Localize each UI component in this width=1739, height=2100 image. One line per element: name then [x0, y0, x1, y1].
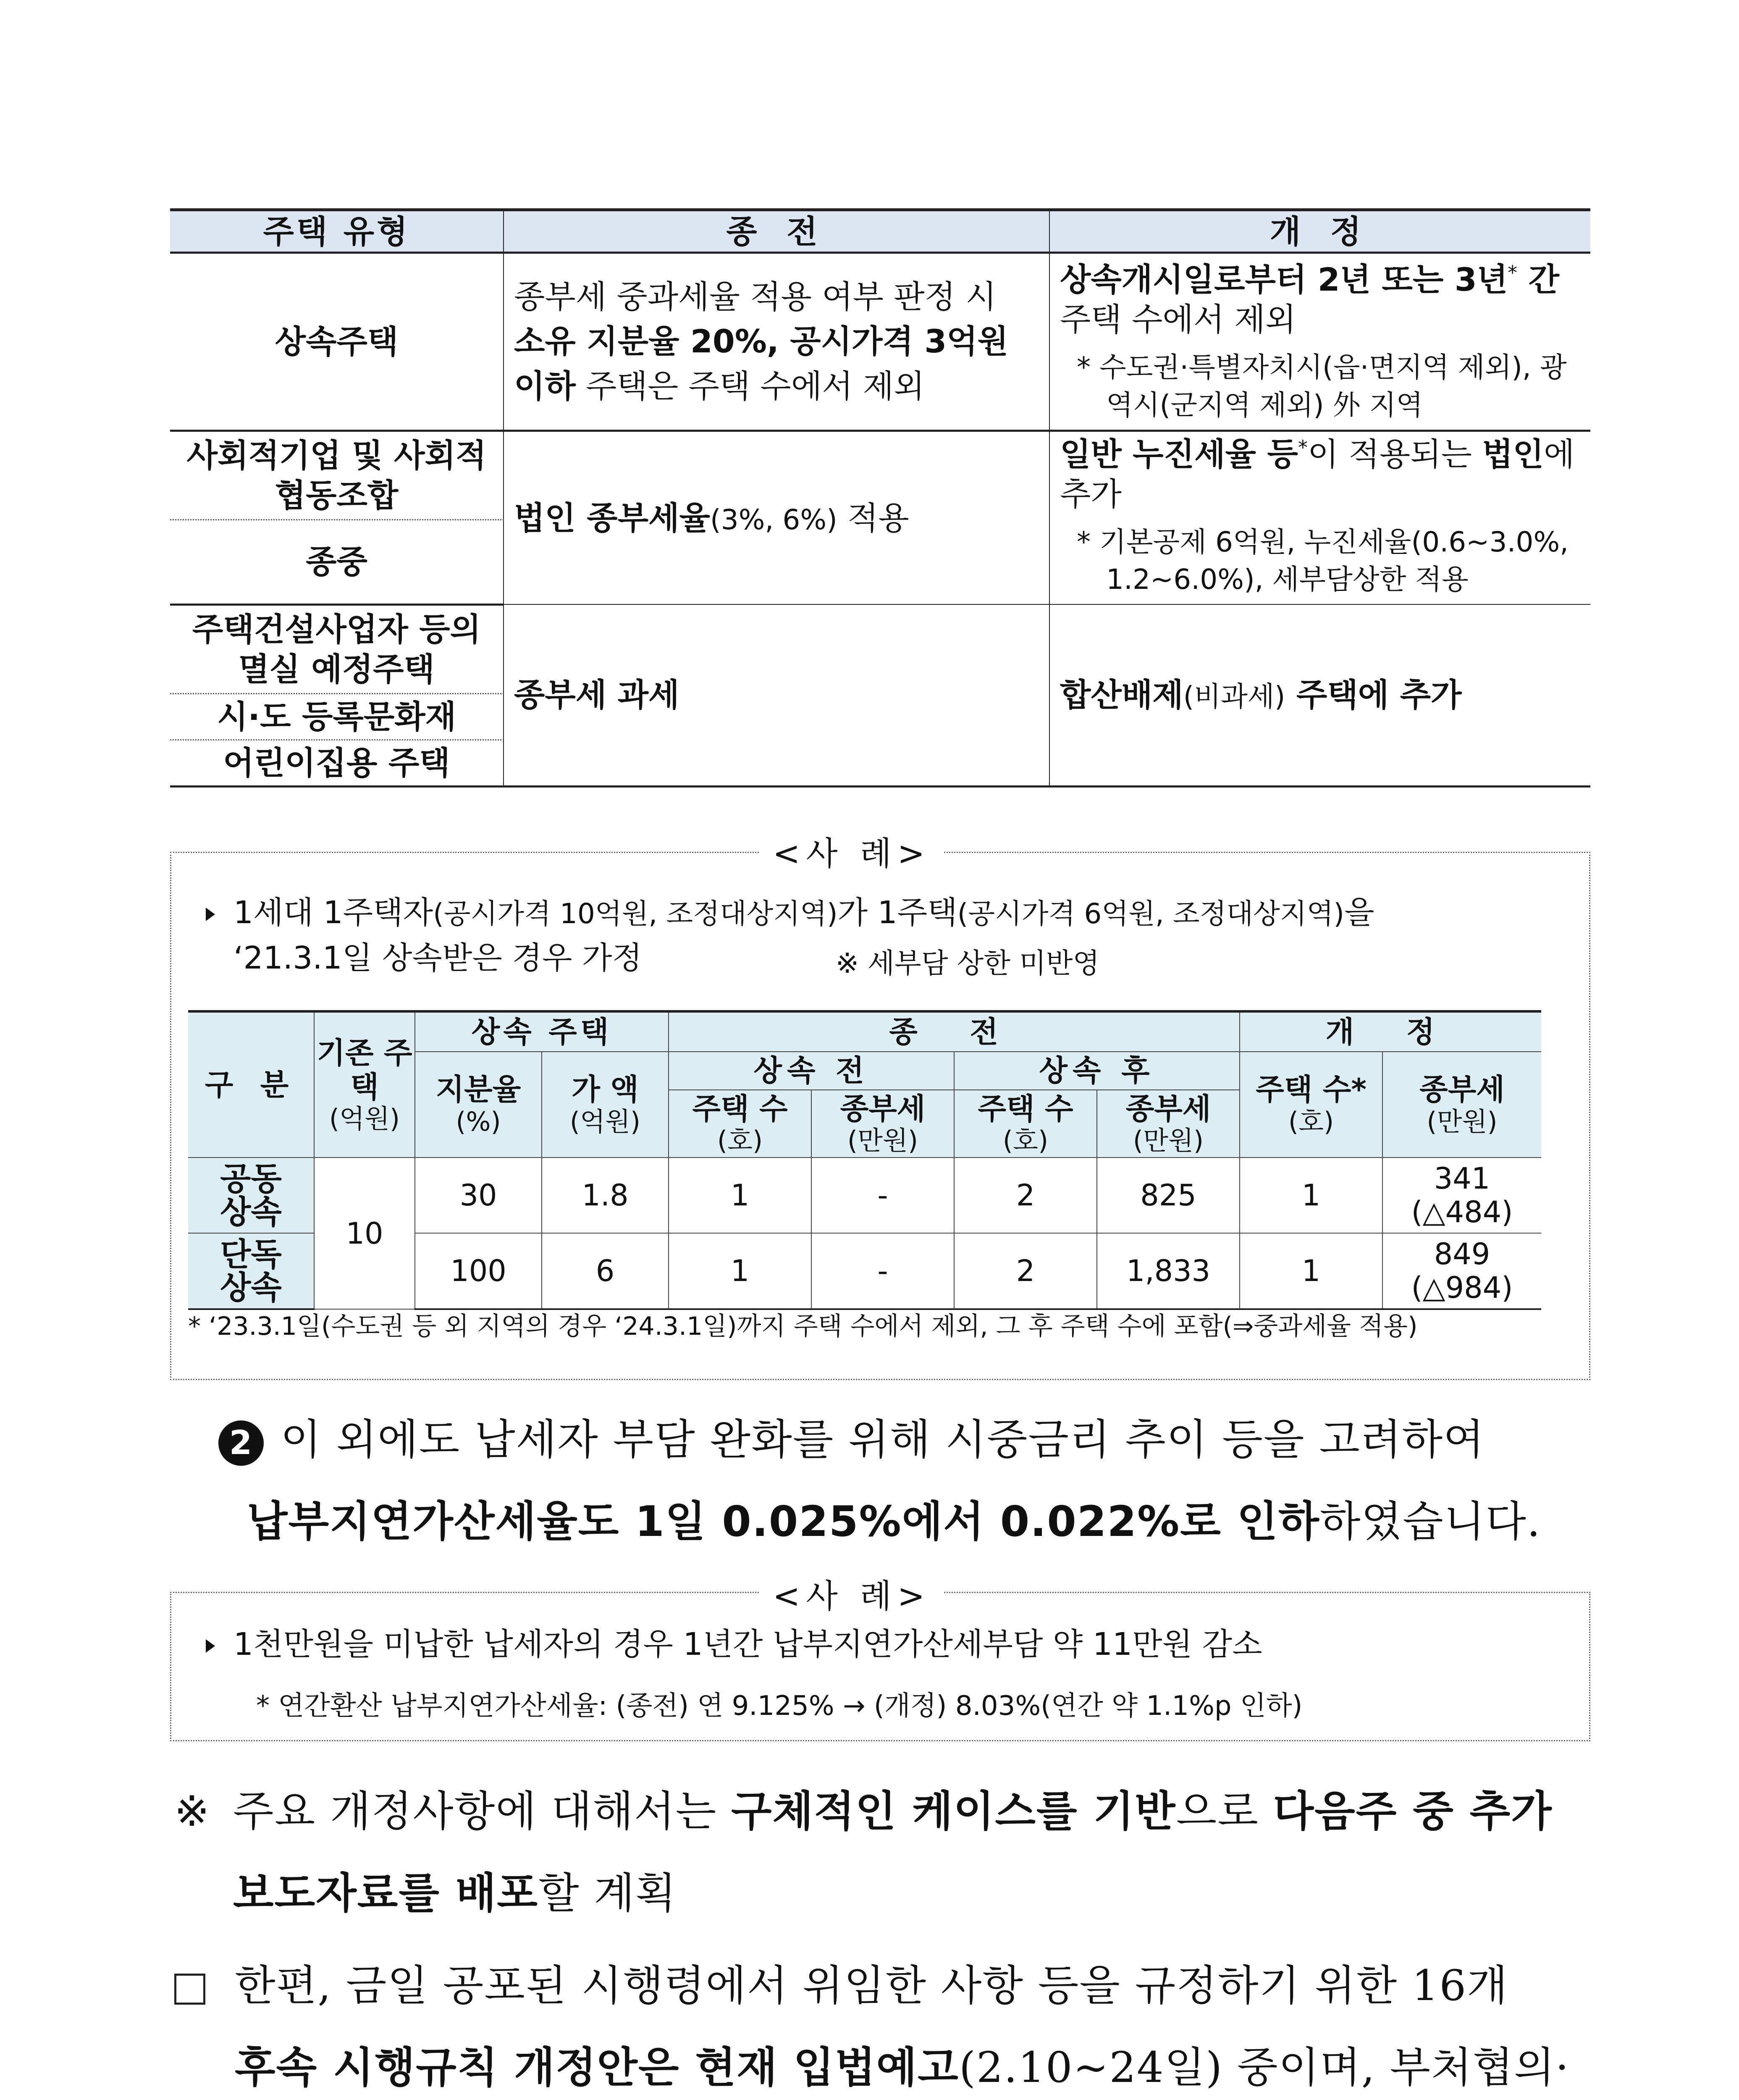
- col-post-houses: 주택 수 (호): [954, 1090, 1097, 1158]
- header-after: 개 정: [1049, 210, 1590, 253]
- note-corporate: * 기본공제 6억원, 누진세율(0.6~3.0%, 1.2~6.0%), 세부담상한 적용: [1077, 526, 1569, 596]
- cell-new-tax: 849 (△984): [1382, 1233, 1541, 1309]
- cell-after-corporate: 일반 누진세율 등*이 적용되는 법인에 추가 * 기본공제 6억원, 누진세율(0.6~3.0%, 1.2~6.0%), 세부담상한 적용: [1049, 431, 1590, 605]
- cell-before-corporate: 법인 종부세율(3%, 6%) 적용: [504, 431, 1049, 605]
- cell-before-inherited: 종부세 중과세율 적용 여부 판정 시 소유 지분율 20%, 공시가격 3억원 이하 주택은 주택 수에서 제외: [504, 253, 1049, 431]
- row-type-social: 사회적기업 및 사회적협동조합: [170, 431, 504, 520]
- cell-post-tax: 1,833: [1097, 1233, 1240, 1309]
- col-inherit: 상속 주택: [415, 1011, 669, 1052]
- row-label-joint: 공동 상속: [188, 1158, 314, 1233]
- paragraph-enforcement-rules: [174, 1945, 1598, 2100]
- checkbox-square-icon: [174, 1974, 205, 2005]
- col-new-houses: 주택 수* (호): [1240, 1052, 1382, 1158]
- cell-share: 100: [415, 1233, 542, 1309]
- cell-after-excluded: 합산배제(비과세) 주택에 추가: [1049, 604, 1590, 786]
- example2-note: * 연간환산 납부지연가산세율: (종전) 연 9.125% → (개정) 8.03%(연간 약 1.1%p 인하): [256, 1690, 1303, 1722]
- col-pre-houses: 주택 수 (호): [669, 1090, 811, 1158]
- col-post-tax: 종부세 (만원): [1097, 1090, 1240, 1158]
- col-before-post: 상속 후: [954, 1052, 1240, 1090]
- note-inherited: * 수도권·특별자치시(읍·면지역 제외), 광역시(군지역 제외) 外 지역: [1077, 351, 1567, 421]
- policy-comparison-table: [170, 208, 1590, 788]
- header-before: 종 전: [504, 210, 1049, 253]
- cell-pre-houses: 1: [669, 1158, 811, 1233]
- row-type-inherited: 상속주택: [170, 253, 504, 431]
- para4-line1: 한편, 금일 공포된 시행령에서 위임한 사항 등을 규정하기 위한 16개: [174, 1945, 1598, 2026]
- cell-new-houses: 1: [1240, 1233, 1382, 1309]
- example1-bullet-line2: ‘21.3.1일 상속받은 경우 가정: [233, 940, 642, 976]
- cell-before-taxed: 종부세 과세: [504, 604, 1049, 786]
- inheritance-example-table: [188, 1010, 1541, 1310]
- para2-line1: 2 이 외에도 납세자 부담 완화를 위해 시중금리 추이 등을 고려하여: [218, 1399, 1604, 1480]
- row-type-daycare: 어린이집용 주택: [170, 740, 504, 786]
- col-gubun: 구 분: [188, 1011, 314, 1158]
- table-row: [188, 1158, 1541, 1233]
- reference-mark: ※: [174, 1787, 210, 1836]
- col-pre-tax: 종부세 (만원): [811, 1090, 954, 1158]
- col-existing: 기존 주택 (억원): [314, 1011, 415, 1158]
- row-type-demolition: 주택건설사업자 등의 멸실 예정주택: [170, 604, 504, 693]
- cell-new-houses: 1: [1240, 1158, 1382, 1233]
- cell-post-houses: 2: [954, 1158, 1097, 1233]
- col-after: 개 정: [1240, 1011, 1541, 1052]
- cell-post-houses: 2: [954, 1233, 1097, 1309]
- number-2-icon: 2: [218, 1420, 264, 1466]
- cell-share: 30: [415, 1158, 542, 1233]
- col-share: 지분율 (%): [415, 1052, 542, 1158]
- cell-pre-tax: -: [811, 1233, 954, 1309]
- example-title-1: <사 례>: [760, 827, 943, 874]
- bullet-triangle-icon: [206, 1639, 215, 1653]
- cell-after-inherited: 상속개시일로부터 2년 또는 3년* 간 주택 수에서 제외 * 수도권·특별자치시(읍·면지역 제외), 광역시(군지역 제외) 外 지역: [1049, 253, 1590, 431]
- cell-post-tax: 825: [1097, 1158, 1240, 1233]
- para4-line2: 후속 시행규칙 개정안은 현재 입법예고(2.10~24일) 중이며, 부처협의·: [235, 2043, 1570, 2092]
- col-before: 종 전: [669, 1011, 1240, 1052]
- cell-value: 1.8: [542, 1158, 669, 1233]
- col-before-pre: 상속 전: [669, 1052, 954, 1090]
- example1-note-right: ※ 세부담 상한 미반영: [836, 947, 1100, 979]
- cell-value: 6: [542, 1233, 669, 1309]
- row-type-clan: 종중: [170, 520, 504, 604]
- cell-existing: 10: [314, 1158, 415, 1309]
- row-label-sole: 단독 상속: [188, 1233, 314, 1309]
- bullet-triangle-icon: [206, 908, 215, 921]
- cell-new-tax: 341 (△484): [1382, 1158, 1541, 1233]
- header-housing-type: 주택 유형: [170, 210, 504, 253]
- cell-pre-houses: 1: [669, 1233, 811, 1309]
- cell-pre-tax: -: [811, 1158, 954, 1233]
- example1-footnote: * ‘23.3.1일(수도권 등 외 지역의 경우 ‘24.3.1일)까지 주택 수에서 제외, 그 후 주택 수에 포함(⇒중과세율 적용): [188, 1312, 1418, 1341]
- paragraph-penalty-rate: [218, 1399, 1604, 1562]
- col-new-tax: 종부세 (만원): [1382, 1052, 1541, 1158]
- para2-line2: 납부지연가산세율도 1일 0.025%에서 0.022%로 인하하였습니다.: [247, 1497, 1541, 1546]
- example1-bullet: 1세대 1주택자(공시가격 10억원, 조정대상지역)가 1주택(공시가격 6억원, 조정대상지역)을: [206, 890, 1575, 936]
- paragraph-additional-release: ※ 주요 개정사항에 대해서는 구체적인 케이스를 기반으로 다음주 중 추가 보도자료를 배포할 계획: [174, 1770, 1594, 1934]
- example-title-2: <사 례>: [760, 1570, 943, 1617]
- example2-bullet: 1천만원을 미납한 납세자의 경우 1년간 납부지연가산세부담 약 11만원 감소: [206, 1621, 1262, 1668]
- col-value: 가 액 (억원): [542, 1052, 669, 1158]
- row-type-cultural: 시·도 등록문화재: [170, 693, 504, 740]
